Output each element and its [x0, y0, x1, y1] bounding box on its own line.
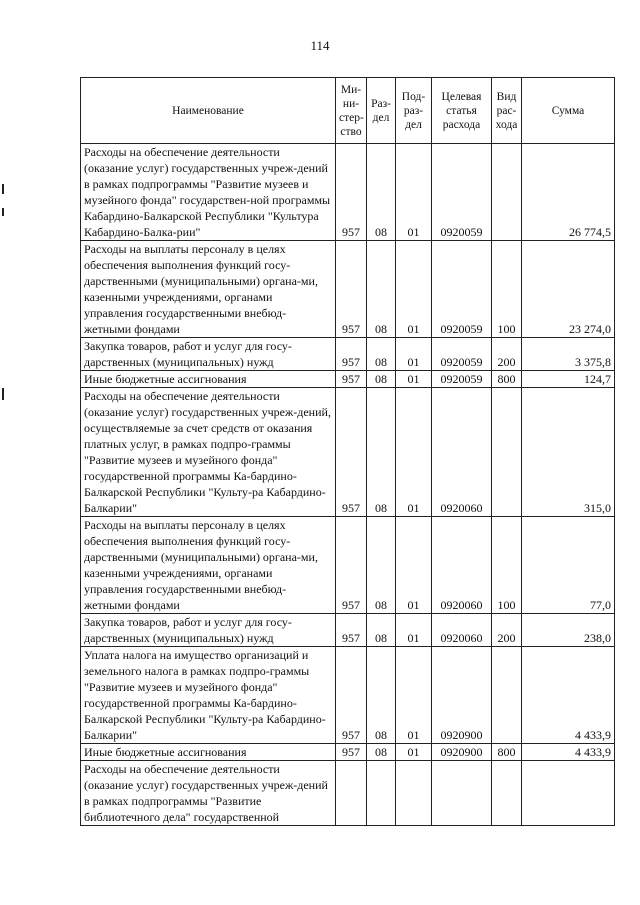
row-sum: 124,7 — [522, 371, 615, 388]
table-row — [81, 614, 615, 647]
row-section — [367, 761, 396, 826]
table-row — [81, 241, 615, 338]
row-target: 0920900 — [432, 647, 492, 744]
row-section: 08 — [367, 744, 396, 761]
row-sum — [522, 761, 615, 826]
scan-margin-mark — [2, 388, 4, 400]
row-section: 08 — [367, 371, 396, 388]
table-row — [81, 647, 615, 744]
row-type: 100 — [492, 517, 522, 614]
table-row — [81, 388, 615, 517]
row-ministry: 957 — [336, 338, 367, 371]
table-row — [81, 144, 615, 241]
row-target: 0920900 — [432, 744, 492, 761]
row-section: 08 — [367, 241, 396, 338]
row-target: 0920060 — [432, 614, 492, 647]
row-subsection: 01 — [396, 744, 432, 761]
row-type: 800 — [492, 744, 522, 761]
table-row — [81, 761, 615, 826]
header-expense-type: Вид рас- хода — [492, 78, 522, 144]
row-target — [432, 761, 492, 826]
row-sum: 3 375,8 — [522, 338, 615, 371]
row-sum: 4 433,9 — [522, 647, 615, 744]
row-section: 08 — [367, 144, 396, 241]
row-sum: 4 433,9 — [522, 744, 615, 761]
header-section: Раз- дел — [367, 78, 396, 144]
row-section: 08 — [367, 388, 396, 517]
row-ministry: 957 — [336, 614, 367, 647]
row-name: Расходы на обеспечение деятельности (оказание услуг) государственных учреж-дений в рамках подпрограммы "Развитие музеев и музейного фонда" государствен-ной программы Кабардино-Балкарской Республики "Культура Кабардино-Балка-рии" — [81, 144, 336, 241]
scan-margin-mark — [2, 208, 4, 216]
row-target: 0920059 — [432, 338, 492, 371]
row-subsection: 01 — [396, 144, 432, 241]
row-name: Иные бюджетные ассигнования — [81, 371, 336, 388]
row-name: Уплата налога на имущество организаций и земельного налога в рамках подпро-граммы "Развитие музеев и музейного фонда" государственной программы Ка-бардино-Балкарской Республики "Культу-ра Кабардино-Балкарии" — [81, 647, 336, 744]
row-subsection — [396, 761, 432, 826]
row-name: Расходы на выплаты персоналу в целях обеспечения выполнения функций госу-дарственными (муниципальными) органа-ми, казенными учреждениями, органами управления государственными внебюд-жетными фондами — [81, 517, 336, 614]
table-row — [81, 744, 615, 761]
row-name: Закупка товаров, работ и услуг для госу-дарственных (муниципальных) нужд — [81, 338, 336, 371]
header-subsection: Под- раз- дел — [396, 78, 432, 144]
row-ministry: 957 — [336, 144, 367, 241]
row-subsection: 01 — [396, 241, 432, 338]
row-ministry: 957 — [336, 517, 367, 614]
row-target: 0920060 — [432, 517, 492, 614]
row-type: 200 — [492, 614, 522, 647]
row-name: Закупка товаров, работ и услуг для госу-дарственных (муниципальных) нужд — [81, 614, 336, 647]
table-row — [81, 371, 615, 388]
row-ministry — [336, 761, 367, 826]
row-name: Иные бюджетные ассигнования — [81, 744, 336, 761]
row-ministry: 957 — [336, 647, 367, 744]
row-type: 100 — [492, 241, 522, 338]
row-target: 0920060 — [432, 388, 492, 517]
row-type: 800 — [492, 371, 522, 388]
row-type — [492, 144, 522, 241]
row-name: Расходы на обеспечение деятельности (оказание услуг) государственных учреж-дений, осуществляемые за счет средств от оказания платных услуг, в рамках подпро-граммы "Развитие музеев и музейного фонда" государственной программы Ка-бардино-Балкарской Республики "Культу-ра Кабардино-Балкарии" — [81, 388, 336, 517]
row-section: 08 — [367, 517, 396, 614]
row-subsection: 01 — [396, 371, 432, 388]
row-subsection: 01 — [396, 647, 432, 744]
row-section: 08 — [367, 338, 396, 371]
table-row — [81, 517, 615, 614]
row-name: Расходы на обеспечение деятельности (оказание услуг) государственных учреж-дений в рамках подпрограммы "Развитие библиотечного дела" государственной — [81, 761, 336, 826]
row-subsection: 01 — [396, 614, 432, 647]
scan-margin-mark — [2, 184, 4, 194]
row-target: 0920059 — [432, 144, 492, 241]
row-subsection: 01 — [396, 388, 432, 517]
row-subsection: 01 — [396, 517, 432, 614]
header-ministry: Ми- ни- стер- ство — [336, 78, 367, 144]
header-target-article: Целевая статья расхода — [432, 78, 492, 144]
header-sum: Сумма — [522, 78, 615, 144]
row-ministry: 957 — [336, 744, 367, 761]
row-subsection: 01 — [396, 338, 432, 371]
row-name: Расходы на выплаты персоналу в целях обеспечения выполнения функций госу-дарственными (муниципальными) органа-ми, казенными учреждениями, органами управления государственными внебюд-жетными фондами — [81, 241, 336, 338]
row-sum: 77,0 — [522, 517, 615, 614]
row-type — [492, 388, 522, 517]
header-row — [81, 78, 615, 144]
row-ministry: 957 — [336, 241, 367, 338]
row-ministry: 957 — [336, 371, 367, 388]
table-row — [81, 338, 615, 371]
header-name: Наименование — [81, 78, 336, 144]
row-sum: 238,0 — [522, 614, 615, 647]
row-sum: 315,0 — [522, 388, 615, 517]
row-type: 200 — [492, 338, 522, 371]
row-type — [492, 761, 522, 826]
row-sum: 26 774,5 — [522, 144, 615, 241]
row-target: 0920059 — [432, 371, 492, 388]
expenditure-table — [80, 77, 615, 826]
row-section: 08 — [367, 614, 396, 647]
row-target: 0920059 — [432, 241, 492, 338]
row-sum: 23 274,0 — [522, 241, 615, 338]
row-ministry: 957 — [336, 388, 367, 517]
page-number: 114 — [310, 38, 330, 53]
row-type — [492, 647, 522, 744]
row-section: 08 — [367, 647, 396, 744]
